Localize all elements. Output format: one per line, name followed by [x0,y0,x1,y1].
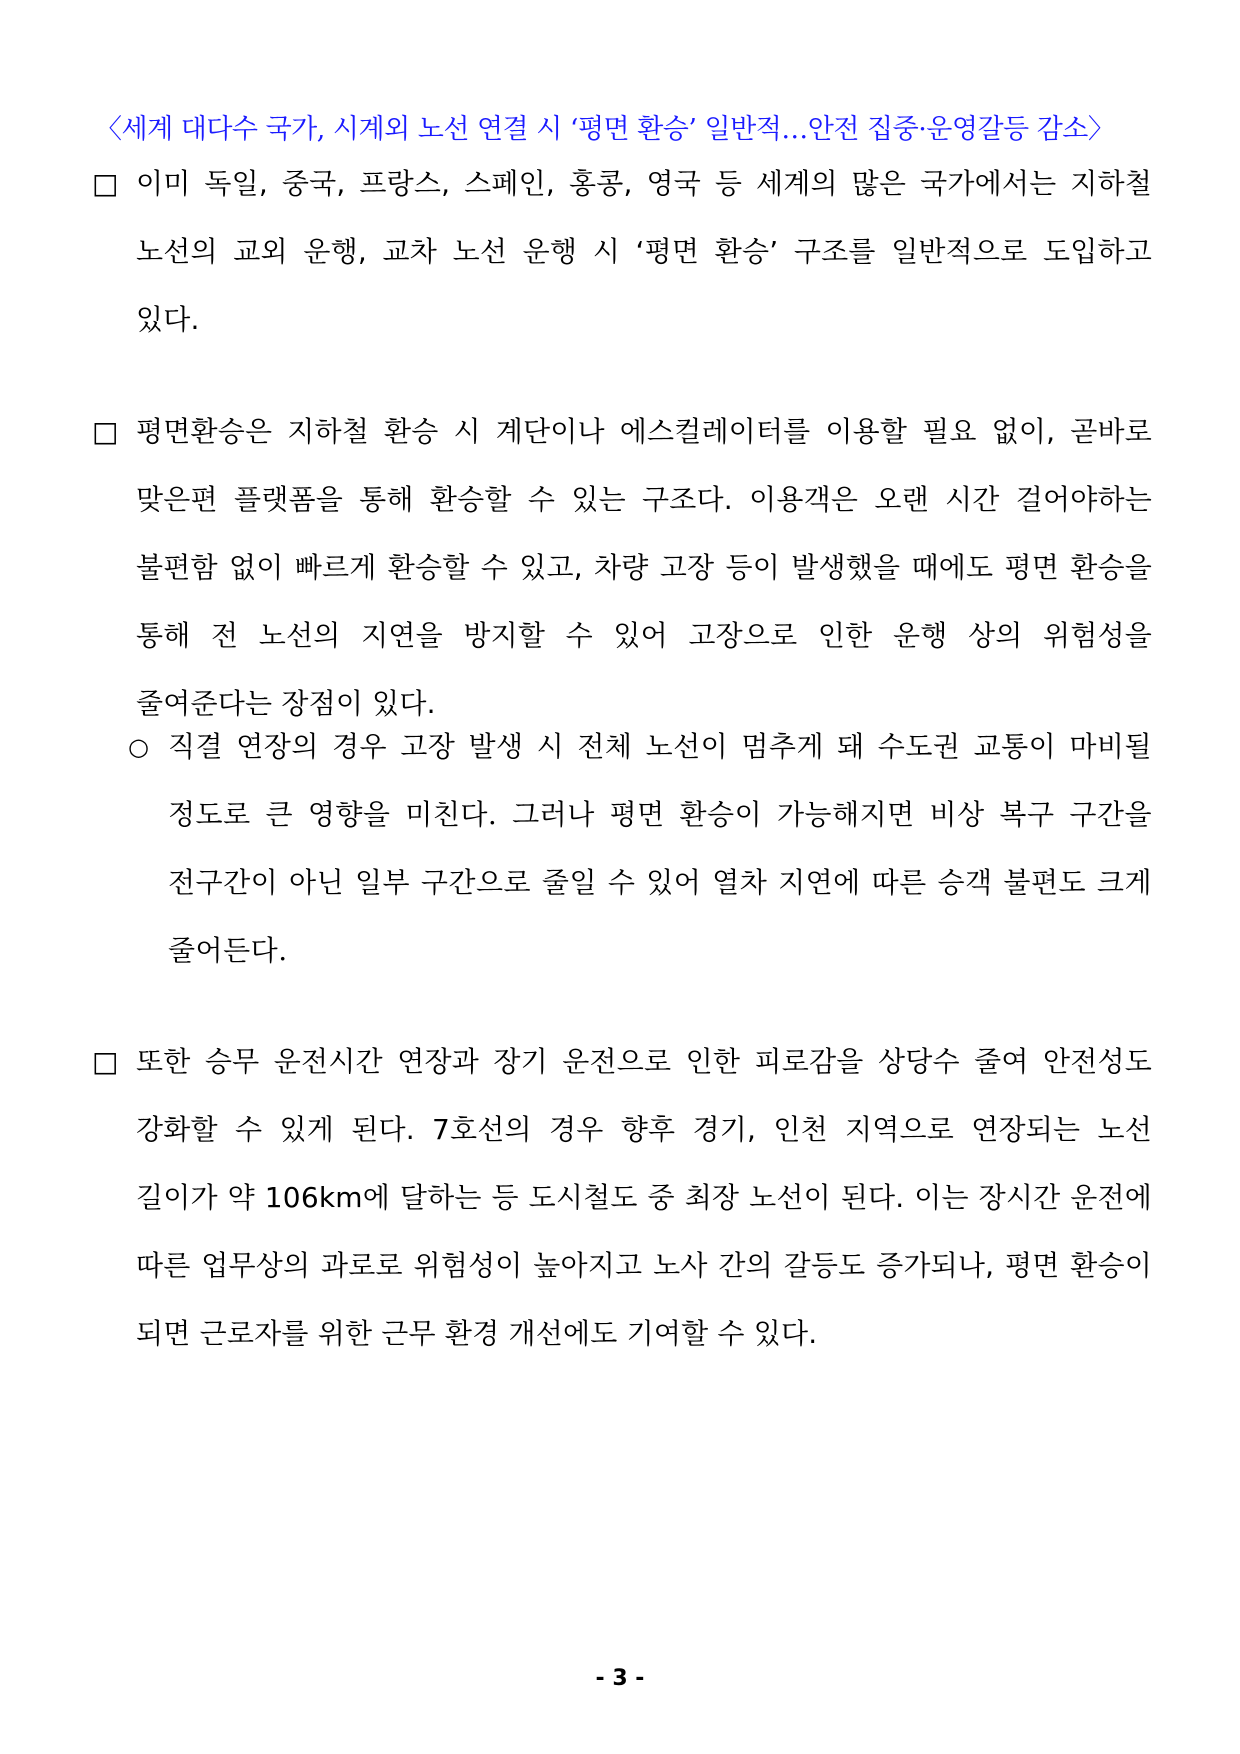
sub-paragraph: 직결 연장의 경우 고장 발생 시 전체 노선이 멈추게 돼 수도권 교통이 마비될 정도로 큰 영향을 미친다. 그러나 평면 환승이 가능해지면 비상 복구 구간을 전구간이 아닌 일부 구간으로 줄일 수 있어 열차 지연에 따른 승객 불편도 크게 줄어든다. [168,730,1152,967]
paragraph-1: 이미 독일, 중국, 프랑스, 스페인, 홍콩, 영국 등 세계의 많은 국가에서는 지하철 노선의 교외 운행, 교차 노선 운행 시 ‘평면 환승’ 구조를 일반적으로 도입하고 있다. [136,167,1152,336]
sub-paragraph-row [128,713,1152,985]
sub-paragraph-block [128,713,1152,985]
page-number: - 3 - [595,1666,645,1691]
box-bullet-icon: □ [92,167,119,200]
section-subheading: 〈세계 대다수 국가, 시계외 노선 연결 시 ‘평면 환승’ 일반적…안전 집중·운영갈등 감소〉 [95,114,1115,145]
paragraph-1-block [92,150,1152,354]
paragraph-1-row [92,150,1152,354]
paragraph-3-block [92,1028,1152,1368]
circle-bullet-icon: ○ [128,733,149,761]
paragraph-2-row [92,398,1152,738]
paragraph-2-block [92,398,1152,738]
box-bullet-icon: □ [92,415,119,448]
paragraph-3: 또한 승무 운전시간 연장과 장기 운전으로 인한 피로감을 상당수 줄여 안전성도 강화할 수 있게 된다. 7호선의 경우 향후 경기, 인천 지역으로 연장되는 노선 길이가 약 106km에 달하는 등 도시철도 중 최장 노선이 된다. 이는 장시간 운전에 따른 업무상의 과로로 위험성이 높아지고 노사 간의 갈등도 증가되나, 평면 환승이 되면 근로자를 위한 근무 환경 개선에도 기여할 수 있다. [136,1045,1152,1350]
paragraph-3-row [92,1028,1152,1368]
paragraph-2: 평면환승은 지하철 환승 시 계단이나 에스컬레이터를 이용할 필요 없이, 곧바로 맞은편 플랫폼을 통해 환승할 수 있는 구조다. 이용객은 오랜 시간 걸어야하는 불편함 없이 빠르게 환승할 수 있고, 차량 고장 등이 발생했을 때에도 평면 환승을 통해 전 노선의 지연을 방지할 수 있어 고장으로 인한 운행 상의 위험성을 줄여준다는 장점이 있다. [136,415,1152,720]
box-bullet-icon: □ [92,1045,119,1078]
